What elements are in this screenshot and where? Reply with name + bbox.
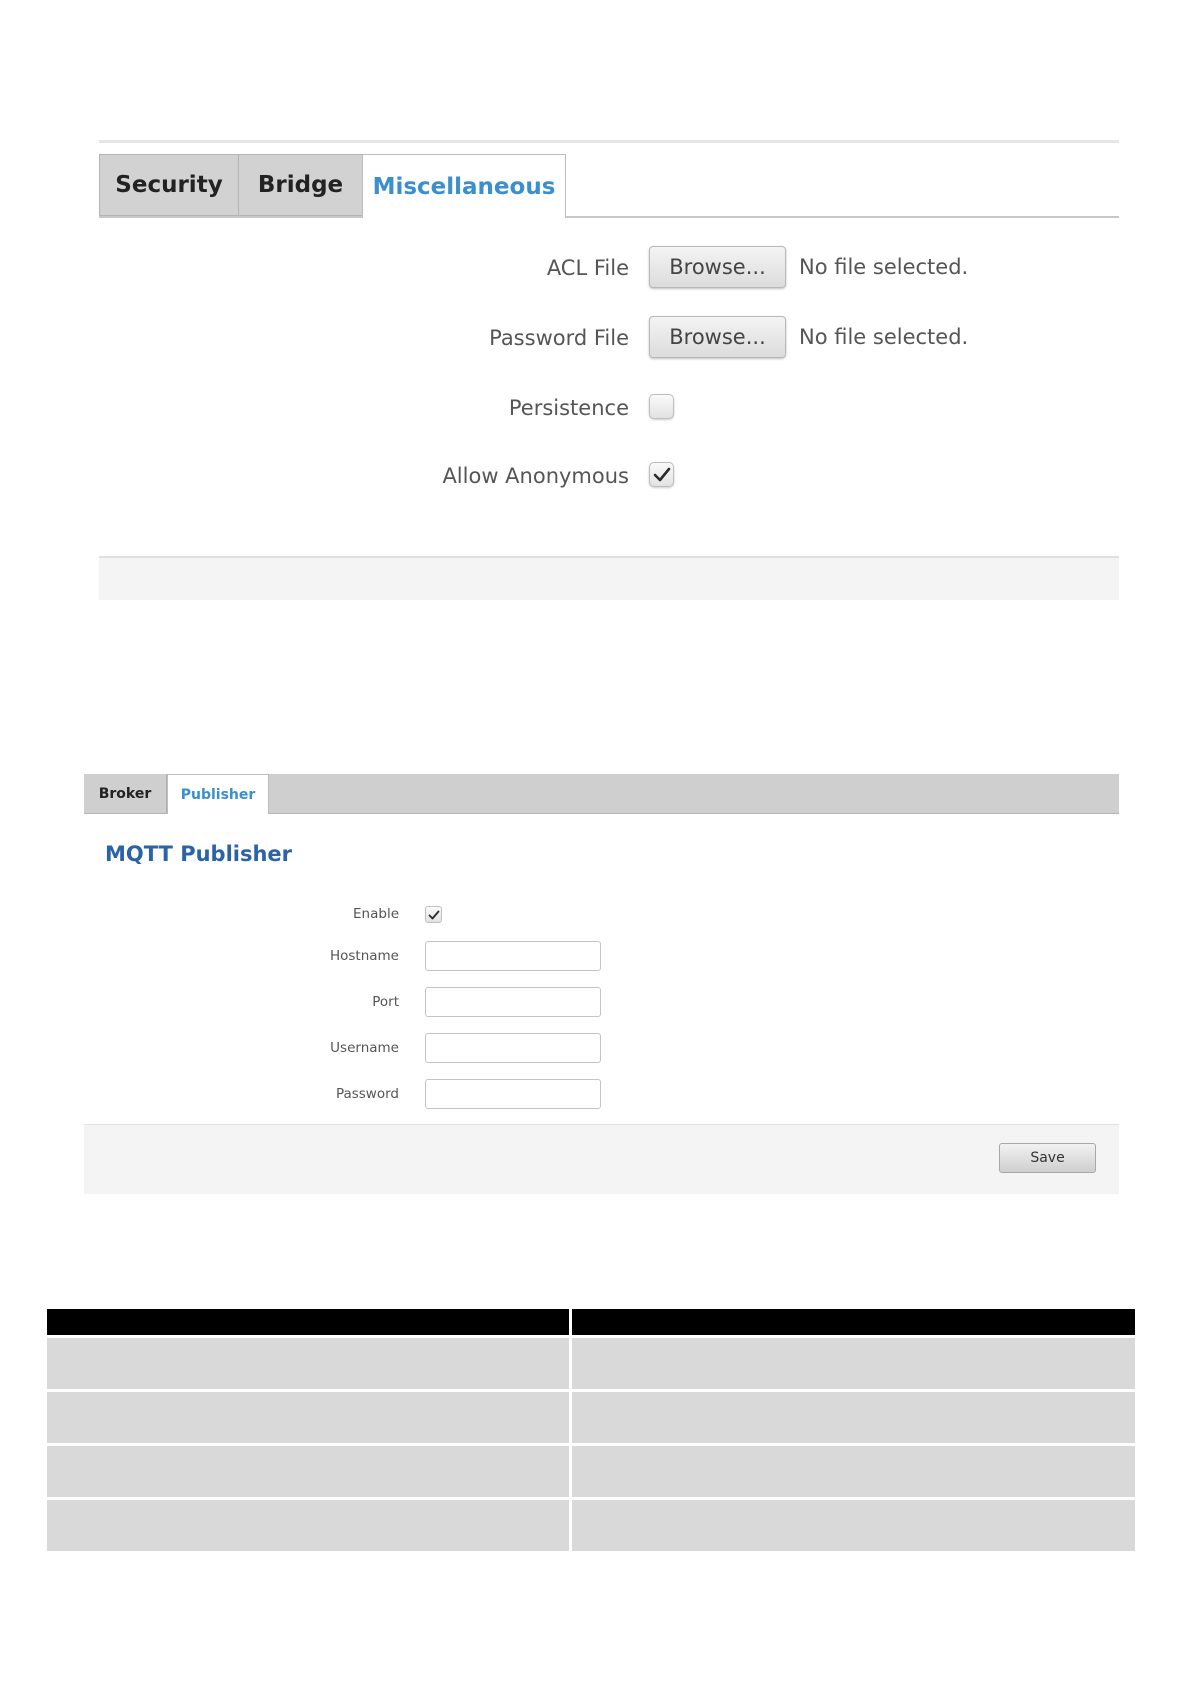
publisher-panel-footer: [84, 1124, 1119, 1194]
tab-bridge[interactable]: Bridge: [238, 154, 363, 216]
broker-panel-footer: [99, 556, 1119, 600]
persistence-label: Persistence: [508, 396, 629, 420]
tab-publisher[interactable]: Publisher: [167, 774, 269, 814]
password-label: Password: [335, 1086, 399, 1102]
check-icon: [428, 910, 440, 920]
table-cell: [572, 1500, 1135, 1551]
tab-bar-baseline: [99, 216, 1119, 218]
persistence-row: [99, 386, 1119, 430]
port-row: [84, 987, 1119, 1017]
tab-security[interactable]: Security: [99, 154, 239, 216]
section-title: MQTT Publisher: [105, 842, 293, 866]
hostname-input[interactable]: [425, 941, 601, 971]
table-cell: [572, 1338, 1135, 1389]
acl-file-browse-button[interactable]: Browse...: [649, 246, 786, 288]
hostname-row: [84, 941, 1119, 971]
password-file-browse-button[interactable]: Browse...: [649, 316, 786, 358]
tab-miscellaneous[interactable]: Miscellaneous: [362, 154, 566, 218]
password-input[interactable]: [425, 1079, 601, 1109]
username-row: [84, 1033, 1119, 1063]
acl-file-row: [99, 246, 1119, 290]
table-cell: [47, 1338, 569, 1389]
password-row: [84, 1079, 1119, 1109]
password-file-label: Password File: [489, 326, 629, 350]
acl-file-status: No file selected.: [799, 255, 969, 279]
table-header-cell: [47, 1309, 569, 1335]
allow-anonymous-row: [99, 454, 1119, 498]
divider: [99, 140, 1119, 143]
persistence-checkbox[interactable]: [649, 394, 674, 419]
check-icon: [653, 467, 671, 482]
broker-tab-bar: [99, 154, 1119, 218]
username-input[interactable]: [425, 1033, 601, 1063]
port-label: Port: [372, 994, 399, 1010]
allow-anonymous-label: Allow Anonymous: [442, 464, 629, 488]
enable-label: Enable: [353, 906, 399, 922]
acl-file-label: ACL File: [546, 256, 629, 280]
hostname-label: Hostname: [329, 948, 399, 964]
table-header-cell: [572, 1309, 1135, 1335]
username-label: Username: [330, 1040, 399, 1056]
broker-settings-panel: [99, 140, 1119, 600]
table-cell: [572, 1392, 1135, 1443]
password-file-row: [99, 316, 1119, 360]
table-cell: [572, 1446, 1135, 1497]
publisher-settings-panel: [84, 774, 1119, 1194]
table-cell: [47, 1500, 569, 1551]
password-file-status: No file selected.: [799, 325, 969, 349]
enable-row: [84, 899, 1119, 929]
allow-anonymous-checkbox[interactable]: [649, 462, 674, 487]
save-button[interactable]: Save: [999, 1143, 1096, 1173]
enable-checkbox[interactable]: [425, 906, 442, 923]
table-cell: [47, 1446, 569, 1497]
port-input[interactable]: [425, 987, 601, 1017]
mqtt-tab-bar: [84, 774, 1119, 814]
table-cell: [47, 1392, 569, 1443]
tab-broker[interactable]: Broker: [84, 774, 167, 813]
